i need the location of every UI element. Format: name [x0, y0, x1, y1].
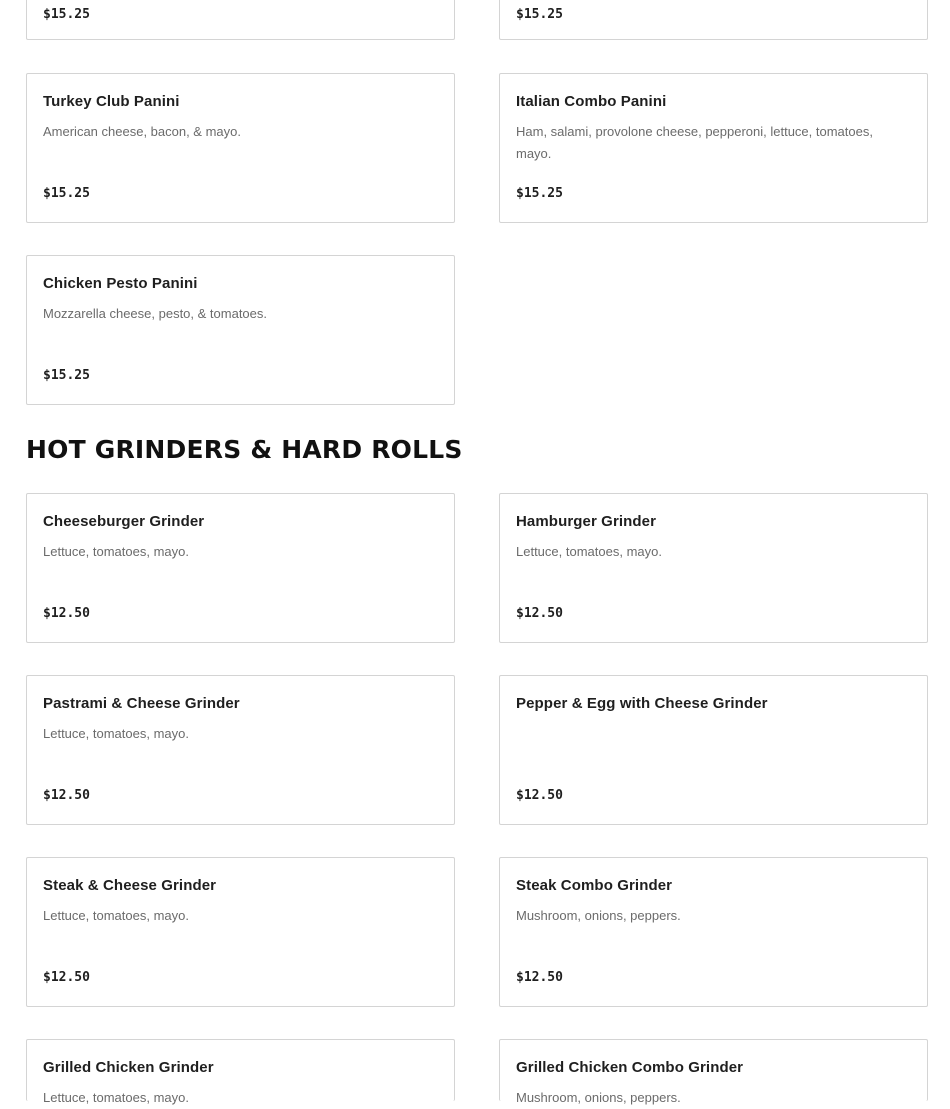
menu-item-card[interactable]: [499, 0, 928, 40]
menu-item-name: Steak Combo Grinder: [516, 877, 673, 894]
menu-item-description: American cheese, bacon, & mayo.: [43, 124, 241, 139]
menu-item-price: $12.50: [43, 970, 90, 985]
menu-item-price: $12.50: [516, 606, 563, 621]
menu-item-card[interactable]: [26, 1039, 455, 1105]
menu-item-price: $15.25: [516, 7, 563, 22]
menu-item-card[interactable]: [26, 255, 455, 405]
menu-item-name: Steak & Cheese Grinder: [43, 877, 217, 894]
menu-item-description: Mozzarella cheese, pesto, & tomatoes.: [43, 306, 268, 321]
menu-item-card[interactable]: [26, 0, 455, 40]
menu-item-card[interactable]: [26, 493, 455, 643]
menu-item-name: Chicken Pesto Panini: [43, 275, 198, 292]
menu-item-description: Mushroom, onions, peppers.: [516, 1090, 681, 1105]
menu-item-description: Lettuce, tomatoes, mayo.: [516, 544, 662, 559]
menu-item-description: Lettuce, tomatoes, mayo.: [43, 1090, 189, 1105]
menu-item-price: $15.25: [43, 7, 90, 22]
menu-item-name: Grilled Chicken Grinder: [43, 1059, 214, 1076]
section-heading: HOT GRINDERS & HARD ROLLS: [26, 435, 463, 464]
menu-item-name: Grilled Chicken Combo Grinder: [516, 1059, 744, 1076]
menu-item-description: Lettuce, tomatoes, mayo.: [43, 726, 189, 741]
menu-item-card[interactable]: [26, 73, 455, 223]
menu-item-description: Mushroom, onions, peppers.: [516, 908, 681, 923]
menu-item-description: Lettuce, tomatoes, mayo.: [43, 544, 189, 559]
menu-item-description: Lettuce, tomatoes, mayo.: [43, 908, 189, 923]
menu-item-card[interactable]: [499, 493, 928, 643]
menu-item-card[interactable]: [499, 857, 928, 1007]
menu-item-name: Pepper & Egg with Cheese Grinder: [516, 695, 768, 712]
menu-item-price: $12.50: [43, 606, 90, 621]
menu-item-price: $12.50: [516, 970, 563, 985]
menu-item-price: $15.25: [43, 368, 90, 383]
menu-item-price: $12.50: [516, 788, 563, 803]
menu-item-name: Turkey Club Panini: [43, 93, 180, 110]
menu-item-price: $15.25: [43, 186, 90, 201]
menu-item-card[interactable]: [499, 73, 928, 223]
menu-item-card[interactable]: [26, 675, 455, 825]
menu-item-price: $12.50: [43, 788, 90, 803]
menu-item-name: Hamburger Grinder: [516, 513, 657, 530]
menu-item-name: Pastrami & Cheese Grinder: [43, 695, 240, 712]
menu-item-description: Ham, salami, provolone cheese, pepperoni, lettuce, tomatoes, mayo.: [516, 124, 873, 161]
menu-item-name: Italian Combo Panini: [516, 93, 667, 110]
menu-item-price: $15.25: [516, 186, 563, 201]
menu-item-card[interactable]: [499, 675, 928, 825]
menu-item-card[interactable]: [499, 1039, 928, 1105]
menu-item-card[interactable]: [26, 857, 455, 1007]
menu-item-name: Cheeseburger Grinder: [43, 513, 205, 530]
